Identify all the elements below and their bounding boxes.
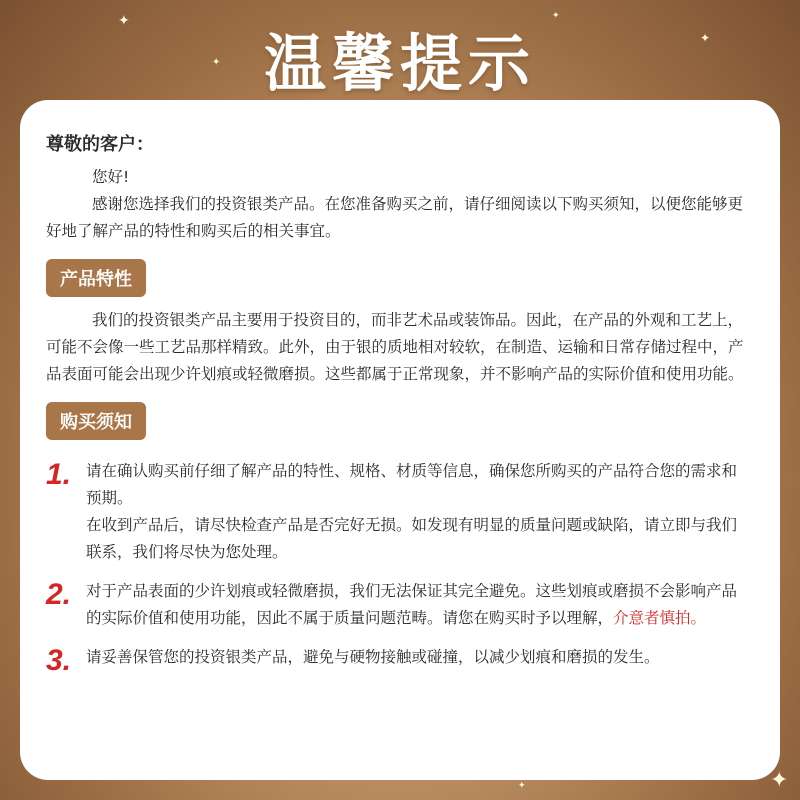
sparkle-star-icon: ✦ bbox=[212, 57, 221, 68]
item-number: 2. bbox=[46, 578, 72, 611]
sparkle-star-icon: ✦ bbox=[518, 781, 526, 791]
item-text bbox=[86, 578, 748, 632]
notice-item bbox=[46, 644, 748, 676]
notice-card bbox=[20, 100, 780, 780]
greeting: 尊敬的客户： bbox=[46, 134, 154, 155]
item-text: 请在确认购买前仔细了解产品的特性、规格、材质等信息，确保您所购买的产品符合您的需求和预期。 bbox=[86, 462, 738, 507]
notice-item bbox=[46, 578, 748, 632]
hello-text: 您好! bbox=[92, 168, 130, 186]
item-text-secondary: 在收到产品后，请尽快检查产品是否完好无损。如发现有明显的质量问题或缺陷，请立即与我们联系，我们将尽快为您处理。 bbox=[86, 516, 738, 561]
page-title: 温馨提示 bbox=[263, 27, 536, 100]
sparkle-star-icon: ✦ bbox=[552, 11, 560, 21]
warning-highlight: 介意者慎拍。 bbox=[613, 609, 707, 627]
section-tag-notice: 购买须知 bbox=[46, 402, 146, 440]
item-text-main: 对于产品表面的少许划痕或轻微磨损，我们无法保证其完全避免。这些划痕或磨损不会影响产品的实际价值和使用功能，因此不属于质量问题范畴。请您在购买时予以理解， bbox=[86, 582, 738, 627]
item-number: 1. bbox=[46, 458, 72, 491]
intro-text: 感谢您选择我们的投资银类产品。在您准备购买之前，请仔细阅读以下购买须知，以便您能够更好地了解产品的特性和购买后的相关事宜。 bbox=[46, 195, 744, 240]
section-tag-features: 产品特性 bbox=[46, 259, 146, 297]
sparkle-star-icon: ✦ bbox=[770, 768, 789, 793]
item-text: 请妥善保管您的投资银类产品，避免与硬物接触或碰撞，以减少划痕和磨损的发生。 bbox=[86, 648, 660, 666]
sparkle-star-icon: ✦ bbox=[118, 13, 130, 29]
features-text: 我们的投资银类产品主要用于投资目的，而非艺术品或装饰品。因此，在产品的外观和工艺上，可能不会像一些工艺品那样精致。此外，由于银的质地相对较软，在制造、运输和日常存储过程中，产品表面可能会出现少许划痕或轻微磨损。这些都属于正常现象，并不影响产品的实际价值和使用功能。 bbox=[46, 311, 744, 383]
sparkle-star-icon: ✦ bbox=[700, 31, 711, 45]
notice-item bbox=[46, 458, 748, 566]
item-number: 3. bbox=[46, 644, 72, 677]
